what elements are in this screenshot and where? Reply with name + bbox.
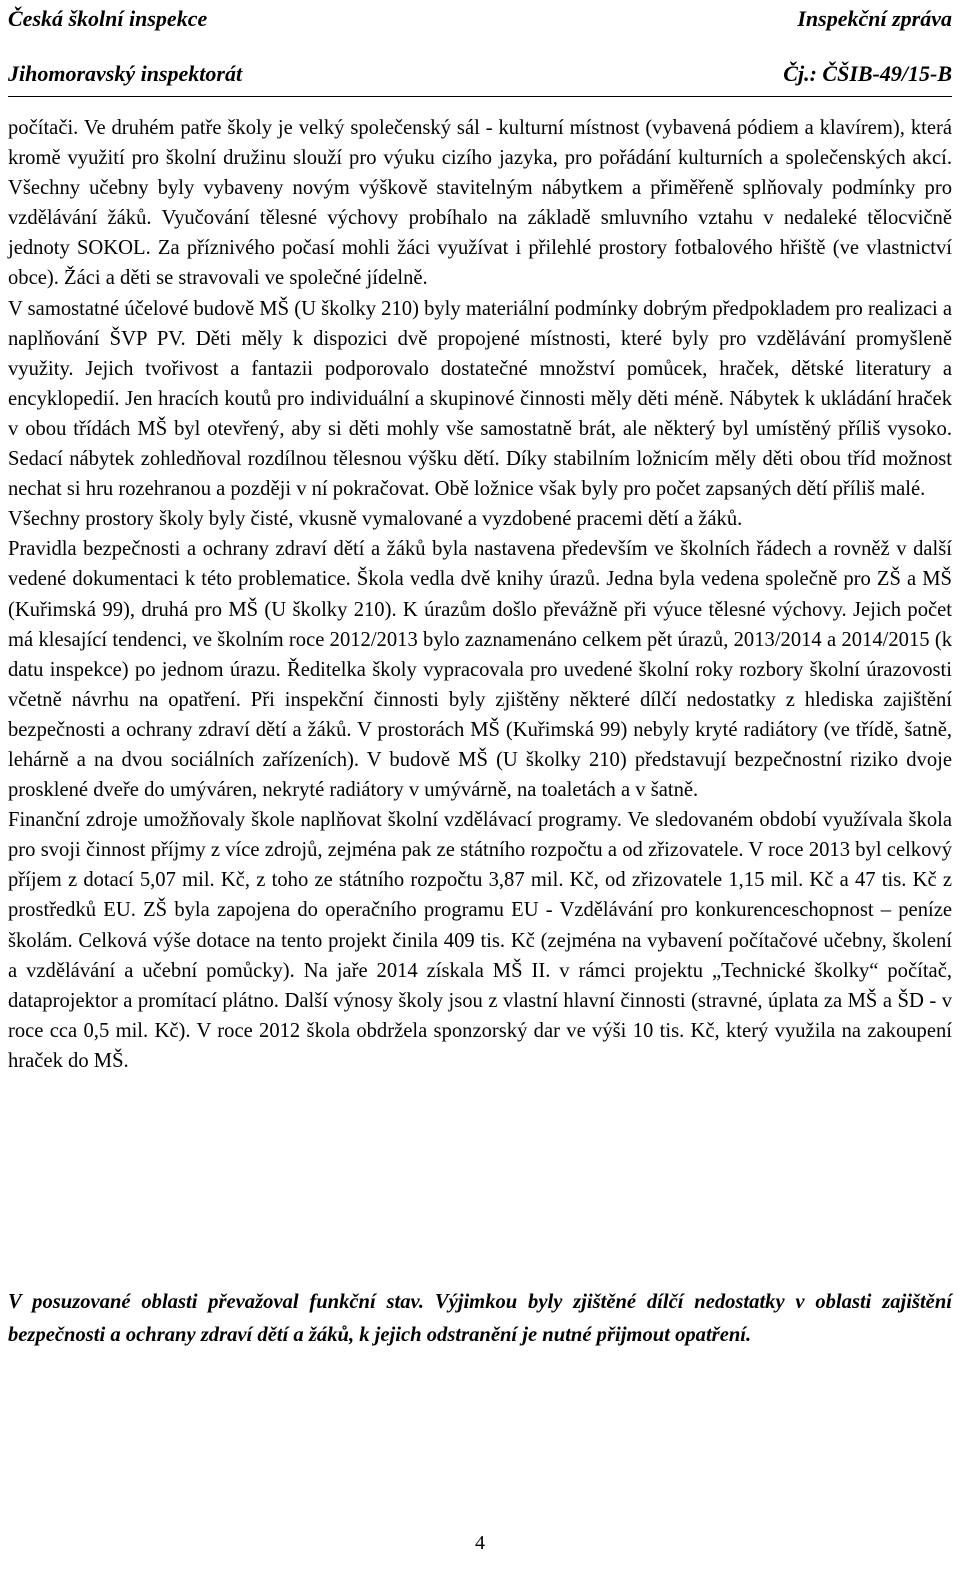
- paragraph-facilities: počítači. Ve druhém patře školy je velký společenský sál - kulturní místnost (vybavená pódiem a klavírem), která kromě využití pro školní družinu slouží pro výuku cizího jazyka, pro pořádání kulturních a společenských akcí. Všechny učebny byly vybaveny novým výškově stavitelným nábytkem a přiměřeně splňovaly podmínky pro vzdělávání žáků. Vyučování tělesné výchovy probíhalo na základě smluvního vztahu v nedaleké tělocvičně jednoty SOKOL. Za příznivého počasí mohli žáci využívat i přilehlé prostory fotbalového hřiště (ve vlastnictví obce). Žáci a děti se stravovali ve společné jídelně.: [8, 117, 952, 290]
- page-number: 4: [475, 1532, 485, 1554]
- header-divider: [8, 96, 952, 97]
- header-reference-number: Čj.: ČŠIB-49/15-B: [783, 61, 952, 86]
- paragraph-finance: Finanční zdroje umožňovaly škole naplňovat školní vzdělávací programy. Ve sledovaném období využívala škola pro svoji činnost příjmy z více zdrojů, zejména pak ze státního rozpočtu a od zřizovatele. V roce 2013 byl celkový příjem z dotací 5,07 mil. Kč, z toho ze státního rozpočtu 3,87 mil. Kč, od zřizovatele 1,15 mil. Kč a 47 tis. Kč z prostředků EU. ZŠ byla zapojena do operačního programu EU - Vzdělávání pro konkurenceschopnost – peníze školám. Celková výše dotace na tento projekt činila 409 tis. Kč (zejména na vybavení počítačové učebny, školení a vzdělávání a učební pomůcky). Na jaře 2014 získala MŠ II. v rámci projektu „Technické školky“ počítač, dataprojektor a promítací plátno. Další výnosy školy jsou z vlastní hlavní činnosti (stravné, úplata za MŠ a ŠD - v roce cca 0,5 mil. Kč). V roce 2012 škola obdržela sponzorský dar ve výši 10 tis. Kč, který využila na zakoupení hraček do MŠ.: [8, 809, 952, 1072]
- paragraph-safety: Pravidla bezpečnosti a ochrany zdraví dětí a žáků byla nastavena především ve školních řádech a rovněž v další vedené dokumentaci k této problematice. Škola vedla dvě knihy úrazů. Jedna byla vedena společně pro ZŠ a MŠ (Kuřimská 99), druhá pro MŠ (U školky 210). K úrazům došlo převážně při výuce tělesné výchovy. Jejich počet má klesající tendenci, ve školním roce 2012/2013 bylo zaznamenáno celkem pět úrazů, 2013/2014 a 2014/2015 (k datu inspekce) po jednom úrazu. Ředitelka školy vypracovala pro uvedené školní roky rozbory školní úrazovosti včetně návrhu na opatření. Při inspekční činnosti byly zjištěny některé dílčí nedostatky z hlediska zajištění bezpečnosti a ochrany zdraví dětí a žáků. V prostorách MŠ (Kuřimská 99) nebyly kryté radiátory (ve třídě, šatně, lehárně a na dvou sociálních zařízeních). V budově MŠ (U školky 210) představují bezpečnostní riziko dvoje prosklené dveře do umýváren, nekryté radiátory v umývárně, na toaletách a v šatně.: [8, 538, 952, 802]
- report-body: [8, 113, 952, 1076]
- header-document-type: Inspekční zpráva: [797, 6, 952, 31]
- header-row-bottom: [8, 48, 952, 96]
- paragraph-cleanliness: Všechny prostory školy byly čisté, vkusně vymalované a vyzdobené pracemi dětí a žáků.: [8, 508, 743, 531]
- header-institution: Česká školní inspekce: [8, 6, 208, 31]
- page-header: [8, 4, 952, 96]
- conclusion-block: [8, 1286, 952, 1351]
- paragraph-kindergarten-building: V samostatné účelové budově MŠ (U školky 210) byly materiální podmínky dobrým předpokladem pro realizaci a naplňování ŠVP PV. Děti měly k dispozici dvě propojené místnosti, které byly pro vzdělávání promyšleně využity. Jejich tvořivost a fantazii podporovalo dostatečné množství pomůcek, hraček, dětské literatury a encyklopedií. Jen hracích koutů pro individuální a skupinové činnosti měly děti méně. Nábytek k ukládání hraček v obou třídách MŠ byl otevřený, aby si děti mohly vše samostatně brát, ale některý byl umístěný příliš vysoko. Sedací nábytek zohledňoval rozdílnou tělesnou výšku dětí. Díky stabilním ložnicím měly děti obou tříd možnost nechat si hru rozehranou a později v ní pokračovat. Obě ložnice však byly pro počet zapsaných dětí příliš malé.: [8, 297, 952, 501]
- header-row-top: [8, 4, 952, 48]
- conclusion-text: V posuzované oblasti převažoval funkční stav. Výjimkou byly zjištěné dílčí nedostatky v oblasti zajištění bezpečnosti a ochrany zdraví dětí a žáků, k jejich odstranění je nutné přijmout opatření.: [8, 1291, 952, 1346]
- header-inspectorate: Jihomoravský inspektorát: [8, 61, 243, 86]
